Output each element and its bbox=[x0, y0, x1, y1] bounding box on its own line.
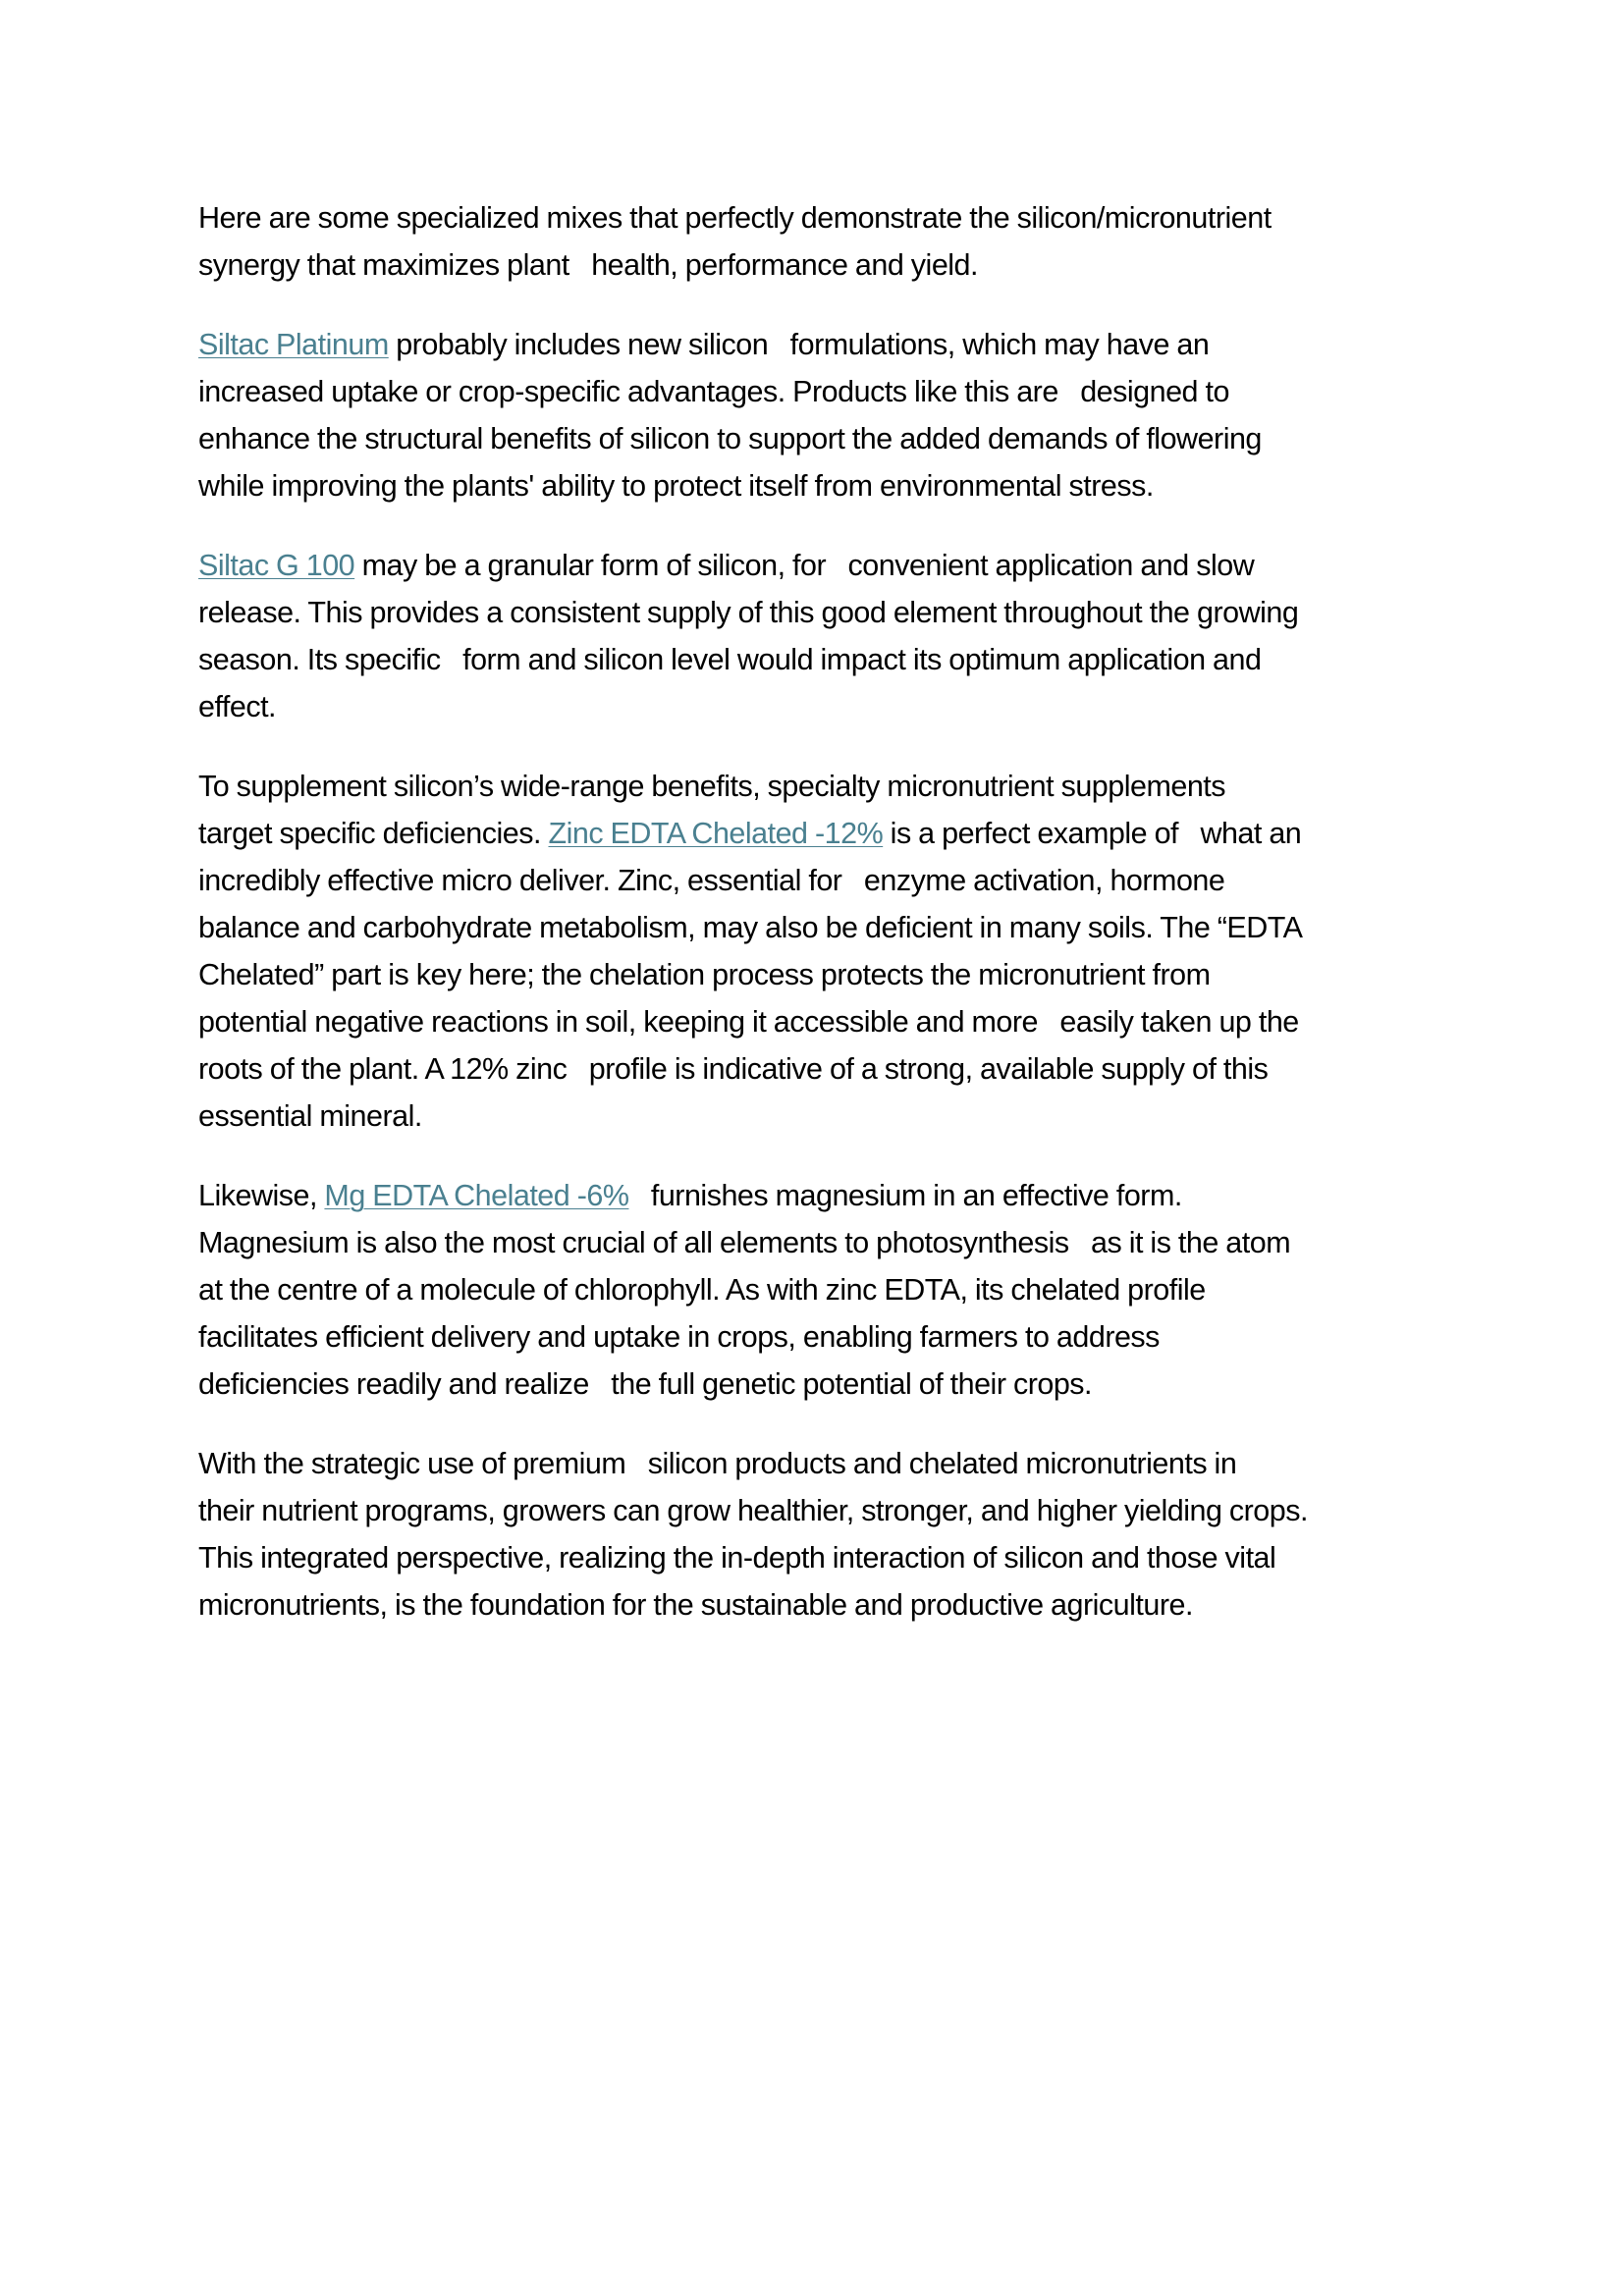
text-run: roots of the plant. A 12% zinc profile is indicative of a strong, available supply of this bbox=[198, 1052, 1269, 1086]
text-run: at the centre of a molecule of chlorophyll. As with zinc EDTA, its chelated profile bbox=[198, 1273, 1206, 1307]
text-line bbox=[198, 1313, 1455, 1361]
text-line bbox=[198, 194, 1455, 241]
text-line bbox=[198, 462, 1455, 509]
text-line bbox=[198, 763, 1455, 810]
text-line bbox=[198, 857, 1455, 904]
document-body bbox=[198, 194, 1455, 1661]
text-line bbox=[198, 904, 1455, 951]
text-run: deficiencies readily and realize the full genetic potential of their crops. bbox=[198, 1367, 1093, 1401]
siltac-platinum-link[interactable]: Siltac Platinum bbox=[198, 328, 389, 361]
text-run: their nutrient programs, growers can grow healthier, stronger, and higher yielding crops. bbox=[198, 1494, 1308, 1527]
zinc-edta-link[interactable]: Zinc EDTA Chelated -12% bbox=[548, 817, 884, 850]
text-line bbox=[198, 1487, 1455, 1534]
mg-edta-link[interactable]: Mg EDTA Chelated -6% bbox=[324, 1179, 629, 1212]
text-run: furnishes magnesium in an effective form. bbox=[628, 1179, 1182, 1212]
paragraph-mg-edta bbox=[198, 1172, 1455, 1408]
text-line bbox=[198, 1361, 1455, 1408]
text-run: release. This provides a consistent supply of this good element throughout the growing bbox=[198, 596, 1299, 629]
text-line bbox=[198, 589, 1455, 636]
text-line bbox=[198, 1172, 1455, 1219]
text-run: synergy that maximizes plant health, performance and yield. bbox=[198, 248, 978, 282]
paragraph-siltac-g100 bbox=[198, 542, 1455, 730]
text-line bbox=[198, 241, 1455, 289]
text-line bbox=[198, 1266, 1455, 1313]
text-run: may be a granular form of silicon, for convenient application and slow bbox=[354, 549, 1255, 582]
text-run: balance and carbohydrate metabolism, may also be deficient in many soils. The “EDTA bbox=[198, 911, 1303, 944]
paragraph-intro bbox=[198, 194, 1455, 289]
text-line bbox=[198, 1093, 1455, 1140]
paragraph-zinc-edta bbox=[198, 763, 1455, 1140]
paragraph-conclusion bbox=[198, 1440, 1455, 1629]
text-line bbox=[198, 636, 1455, 683]
text-line bbox=[198, 368, 1455, 415]
text-line bbox=[198, 1440, 1455, 1487]
text-run: Likewise, bbox=[198, 1179, 325, 1212]
text-run: season. Its specific form and silicon level would impact its optimum application and bbox=[198, 643, 1262, 676]
text-run: target specific deficiencies. bbox=[198, 817, 549, 850]
text-line bbox=[198, 998, 1455, 1045]
text-line bbox=[198, 951, 1455, 998]
text-run: essential mineral. bbox=[198, 1099, 422, 1133]
text-run: This integrated perspective, realizing the in-depth interaction of silicon and those vital bbox=[198, 1541, 1276, 1575]
text-line bbox=[198, 1045, 1455, 1093]
text-line bbox=[198, 321, 1455, 368]
text-run: incredibly effective micro deliver. Zinc, essential for enzyme activation, hormone bbox=[198, 864, 1225, 897]
text-run: facilitates efficient delivery and uptake in crops, enabling farmers to address bbox=[198, 1320, 1160, 1354]
paragraph-siltac-platinum bbox=[198, 321, 1455, 509]
siltac-g100-link[interactable]: Siltac G 100 bbox=[198, 549, 355, 582]
text-run: micronutrients, is the foundation for the sustainable and productive agriculture. bbox=[198, 1588, 1193, 1622]
text-line bbox=[198, 683, 1455, 730]
text-run: To supplement silicon’s wide-range benefits, specialty micronutrient supplements bbox=[198, 770, 1226, 803]
text-run: probably includes new silicon formulations, which may have an bbox=[388, 328, 1210, 361]
text-run: Chelated” part is key here; the chelation process protects the micronutrient from bbox=[198, 958, 1211, 991]
text-line bbox=[198, 1534, 1455, 1581]
text-run: Magnesium is also the most crucial of all elements to photosynthesis as it is the atom bbox=[198, 1226, 1291, 1259]
text-line bbox=[198, 1581, 1455, 1629]
text-run: potential negative reactions in soil, keeping it accessible and more easily taken up the bbox=[198, 1005, 1299, 1039]
text-line bbox=[198, 415, 1455, 462]
text-run: enhance the structural benefits of silicon to support the added demands of flowering bbox=[198, 422, 1262, 455]
text-run: With the strategic use of premium silicon products and chelated micronutrients in bbox=[198, 1447, 1237, 1480]
text-run: while improving the plants' ability to protect itself from environmental stress. bbox=[198, 469, 1154, 503]
text-line bbox=[198, 810, 1455, 857]
text-run: Here are some specialized mixes that perfectly demonstrate the silicon/micronutrient bbox=[198, 201, 1272, 235]
text-run: increased uptake or crop-specific advantages. Products like this are designed to bbox=[198, 375, 1229, 408]
text-line bbox=[198, 1219, 1455, 1266]
text-run: effect. bbox=[198, 690, 277, 723]
text-line bbox=[198, 542, 1455, 589]
text-run: is a perfect example of what an bbox=[883, 817, 1302, 850]
